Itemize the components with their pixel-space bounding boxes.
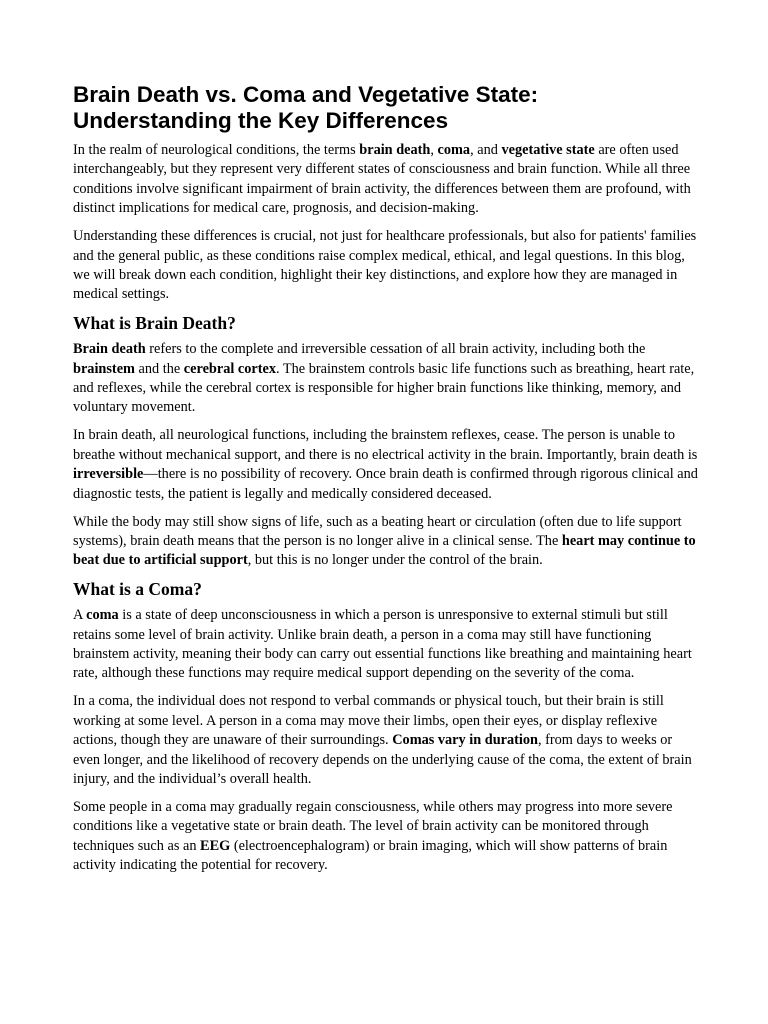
brain-death-paragraph-2: In brain death, all neurological functions, including the brainstem reflexes, cease. The person is unable to breathe without mechanical support, and there is no electrical activity in the brain. Importantly, brain death is irreversible—there is no possibility of recovery. Once brain death is confirmed through rigorous clinical and diagnostic tests, the patient is legally and medically considered deceased.: [73, 427, 698, 502]
coma-paragraph-1: A coma is a state of deep unconsciousness in which a person is unresponsive to external stimuli but still retains some level of brain activity. Unlike brain death, a person in a coma may still have functioning brainstem activity, meaning their body can carry out essential functions like breathing and maintaining heart rate, although these functions may require medical support depending on the severity of the coma.: [73, 607, 692, 682]
coma-paragraph-3: Some people in a coma may gradually regain consciousness, while others may progress into more severe conditions like a vegetative state or brain death. The level of brain activity can be monitored through techniques such as an EEG (electroencephalogram) or brain imaging, which will show patterns of brain activity indicating the potential for recovery.: [73, 798, 673, 874]
intro-paragraph-2: Understanding these differences is crucial, not just for healthcare professionals, but also for patients' families and the general public, as these conditions raise complex medical, ethical, and legal questions. In this blog, we will break down each condition, highlight their key distinctions, and explore how they are managed in medical settings.: [73, 228, 697, 303]
section-heading-brain-death: What is Brain Death?: [73, 313, 236, 334]
page-title: Brain Death vs. Coma and Vegetative State: Understanding the Key Differences: [73, 82, 539, 133]
brain-death-paragraph-1: Brain death refers to the complete and irreversible cessation of all brain activity, including both the brainstem and the cerebral cortex. The brainstem controls basic life functions such as breathing, heart rate, and reflexes, while the cerebral cortex is responsible for higher brain functions like thinking, memory, and voluntary movement.: [73, 341, 695, 416]
brain-death-paragraph-3: While the body may still show signs of life, such as a beating heart or circulation (often due to life support systems), brain death means that the person is no longer alive in a clinical sense. The heart may continue to beat due to artificial support, but this is no longer under the control of the brain.: [73, 513, 696, 569]
section-heading-coma: What is a Coma?: [73, 579, 202, 600]
intro-paragraph-1: In the realm of neurological conditions, the terms brain death, coma, and vegetative state are often used interchangeably, but they represent very different states of consciousness and brain function. While all three conditions involve significant impairment of brain activity, the differences between them are profound, with distinct implications for medical care, prognosis, and decision-making.: [73, 142, 691, 217]
coma-paragraph-2: In a coma, the individual does not respond to verbal commands or physical touch, but their brain is still working at some level. A person in a coma may move their limbs, open their eyes, or display reflexive actions, though they are unaware of their surroundings. Comas vary in duration, from days to weeks or even longer, and the likelihood of recovery depends on the underlying cause of the coma, the extent of brain injury, and the individual’s overall health.: [73, 693, 692, 787]
document-page: [73, 82, 698, 884]
